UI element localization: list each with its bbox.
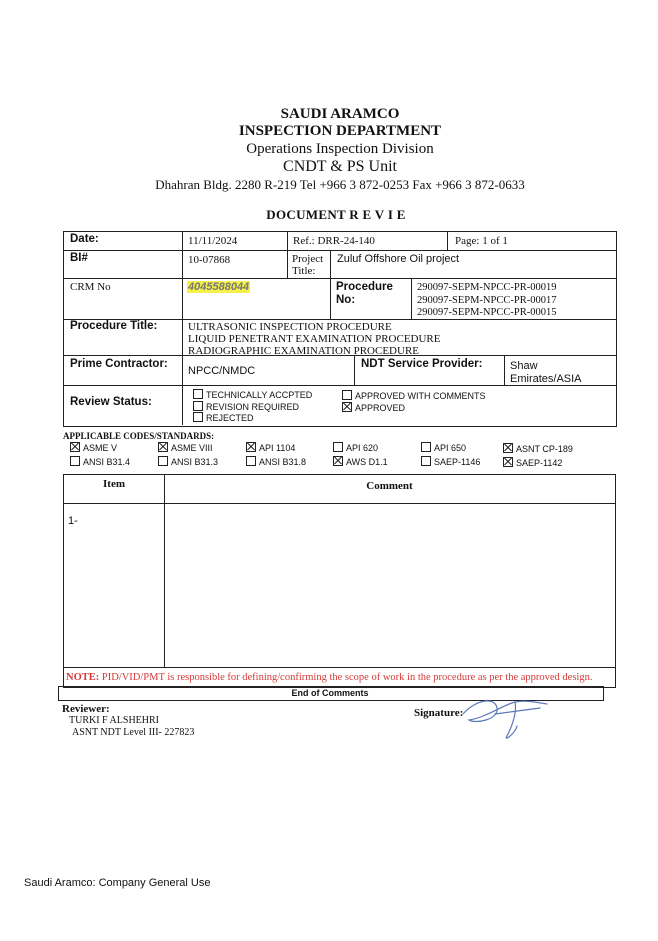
bi-label: BI# (70, 252, 88, 264)
division-name: Operations Inspection Division (246, 141, 434, 157)
procedure-number: 290097-SEPM-NPCC-PR-00015 (417, 307, 557, 318)
checkbox-checked[interactable] (342, 402, 352, 412)
signature-label: Signature: (414, 707, 464, 719)
bi-value: 10-07868 (188, 254, 231, 266)
unit-name: CNDT & PS Unit (283, 158, 397, 175)
comment-header: Comment (366, 480, 413, 492)
procedure-no-label-line1: Procedure (336, 281, 393, 293)
code-label: ASME VIII (171, 443, 213, 453)
ndt-provider-value (510, 360, 582, 386)
col-divider (287, 231, 288, 278)
code-label: SAEP-1146 (434, 457, 481, 467)
item-header: Item (103, 478, 125, 490)
ndt-provider-value-line1: Shaw (510, 360, 538, 372)
project-title-label (292, 253, 323, 277)
code-ansi-b31-4[interactable] (70, 456, 130, 467)
row-divider (63, 278, 616, 279)
code-api-1104[interactable] (246, 442, 295, 453)
checkbox-checked[interactable] (246, 442, 256, 452)
code-ansi-b31-8[interactable] (246, 456, 306, 467)
checkbox-unchecked[interactable] (421, 456, 431, 466)
scope-note (66, 672, 592, 683)
col-divider (182, 231, 183, 425)
checkbox-unchecked[interactable] (193, 401, 203, 411)
ndt-provider-value-line2: Emirates/ASIA (510, 373, 582, 385)
code-aws-d1-1[interactable] (333, 456, 388, 467)
status-option-revision-required[interactable] (193, 401, 312, 413)
project-title-value: Zuluf Offshore Oil project (337, 253, 460, 265)
status-options-left (193, 389, 312, 424)
procedure-title: RADIOGRAPHIC EXAMINATION PROCEDURE (188, 345, 420, 357)
prime-contractor-label: Prime Contractor: (70, 358, 168, 370)
status-option-label: REVISION REQUIRED (206, 401, 300, 412)
procedure-title: ULTRASONIC INSPECTION PROCEDURE (188, 321, 392, 333)
procedure-no-label (336, 281, 393, 307)
col-divider (447, 231, 448, 251)
procedure-number: 290097-SEPM-NPCC-PR-00019 (417, 282, 557, 293)
status-option-approved-with-comments[interactable] (342, 390, 486, 402)
address-line: Dhahran Bldg. 2280 R-219 Tel +966 3 872-0253 Fax +966 3 872-0633 (155, 177, 525, 192)
code-asme-viii[interactable] (158, 442, 213, 453)
note-text: PID/VID/PMT is responsible for defining/confirming the scope of work in the procedure as per the approved design. (99, 672, 593, 683)
crm-label: CRM No (70, 281, 111, 293)
code-label: API 650 (434, 443, 467, 453)
reviewer-label: Reviewer: (62, 703, 110, 715)
code-label: ANSI B31.4 (83, 457, 131, 467)
code-ansi-b31-3[interactable] (158, 456, 218, 467)
checkbox-unchecked[interactable] (193, 389, 203, 399)
procedure-title: LIQUID PENETRANT EXAMINATION PROCEDURE (188, 333, 441, 345)
date-label: Date: (70, 233, 99, 245)
comment-item-number: 1- (68, 515, 78, 527)
row-divider (63, 503, 615, 504)
checkbox-unchecked[interactable] (246, 456, 256, 466)
ndt-provider-label: NDT Service Provider: (361, 358, 483, 370)
status-options-right (342, 390, 486, 413)
prime-contractor-value: NPCC/NMDC (188, 365, 256, 377)
code-label: API 1104 (259, 443, 296, 453)
org-name: SAUDI ARAMCO (280, 106, 400, 122)
reviewer-name: TURKI F ALSHEHRI (69, 715, 160, 726)
codes-title: APPLICABLE CODES/STANDARDS: (63, 431, 215, 441)
code-label: SAEP-1142 (516, 458, 563, 468)
status-option-label: TECHNICALLY ACCPTED (206, 390, 313, 400)
status-option-label: REJECTED (206, 413, 254, 423)
note-prefix: NOTE: (66, 672, 100, 683)
col-divider (411, 278, 412, 319)
code-label: API 620 (346, 443, 379, 453)
checkbox-unchecked[interactable] (158, 456, 168, 466)
project-title-label-line2: Title: (292, 265, 316, 277)
col-divider (330, 250, 331, 319)
code-asme-v[interactable] (70, 442, 117, 453)
code-label: ASME V (83, 443, 118, 453)
row-divider (63, 667, 615, 668)
code-saep-1146[interactable] (421, 456, 480, 467)
status-option-label: APPROVED WITH COMMENTS (355, 391, 486, 401)
comments-border (63, 474, 616, 688)
procedure-titles-list (188, 321, 440, 357)
reference-number: Ref.: DRR-24-140 (293, 235, 375, 247)
crm-value (187, 281, 250, 293)
page-indicator: Page: 1 of 1 (455, 235, 508, 247)
project-title-label-line1: Project (292, 253, 324, 265)
status-option-technically-accepted[interactable] (193, 389, 312, 401)
row-divider (63, 250, 616, 251)
review-status-label: Review Status: (70, 396, 152, 408)
procedure-numbers-list (417, 282, 556, 320)
department-name: INSPECTION DEPARTMENT (238, 123, 442, 139)
checkbox-checked[interactable] (158, 442, 168, 452)
code-label: AWS D1.1 (346, 457, 388, 467)
col-divider (504, 355, 505, 385)
checkbox-unchecked[interactable] (193, 412, 203, 422)
checkbox-unchecked[interactable] (70, 456, 80, 466)
footer-classification: Saudi Aramco: Company General Use (24, 877, 211, 889)
checkbox-unchecked[interactable] (342, 390, 352, 400)
checkbox-checked[interactable] (70, 442, 80, 452)
signature-scribble (455, 690, 555, 740)
code-api-650[interactable] (421, 442, 466, 453)
crm-value-highlight: 4045588044 (188, 281, 250, 293)
checkbox-unchecked[interactable] (333, 442, 343, 452)
code-api-620[interactable] (333, 442, 378, 453)
code-label: ANSI B31.8 (259, 457, 307, 467)
procedure-title-label: Procedure Title: (70, 320, 158, 332)
document-title: DOCUMENT R E V I E (266, 207, 406, 222)
status-option-approved[interactable] (342, 402, 486, 414)
code-label: ASNT CP-189 (516, 444, 573, 454)
procedure-no-label-line2: No: (336, 294, 356, 306)
procedure-number: 290097-SEPM-NPCC-PR-00017 (417, 294, 557, 306)
reviewer-certification: ASNT NDT Level III- 227823 (72, 727, 195, 738)
end-of-comments: End of Comments (291, 688, 369, 698)
checkbox-checked[interactable] (503, 457, 513, 467)
code-asnt-cp-189[interactable] (503, 443, 573, 454)
checkbox-checked[interactable] (503, 443, 513, 453)
checkbox-unchecked[interactable] (421, 442, 431, 452)
status-option-label: APPROVED (355, 402, 406, 413)
code-saep-1142[interactable] (503, 457, 562, 468)
checkbox-checked[interactable] (333, 456, 343, 466)
code-label: ANSI B31.3 (171, 457, 219, 467)
col-divider (354, 355, 355, 385)
status-option-rejected[interactable] (193, 412, 312, 424)
date-value: 11/11/2024 (188, 235, 238, 247)
